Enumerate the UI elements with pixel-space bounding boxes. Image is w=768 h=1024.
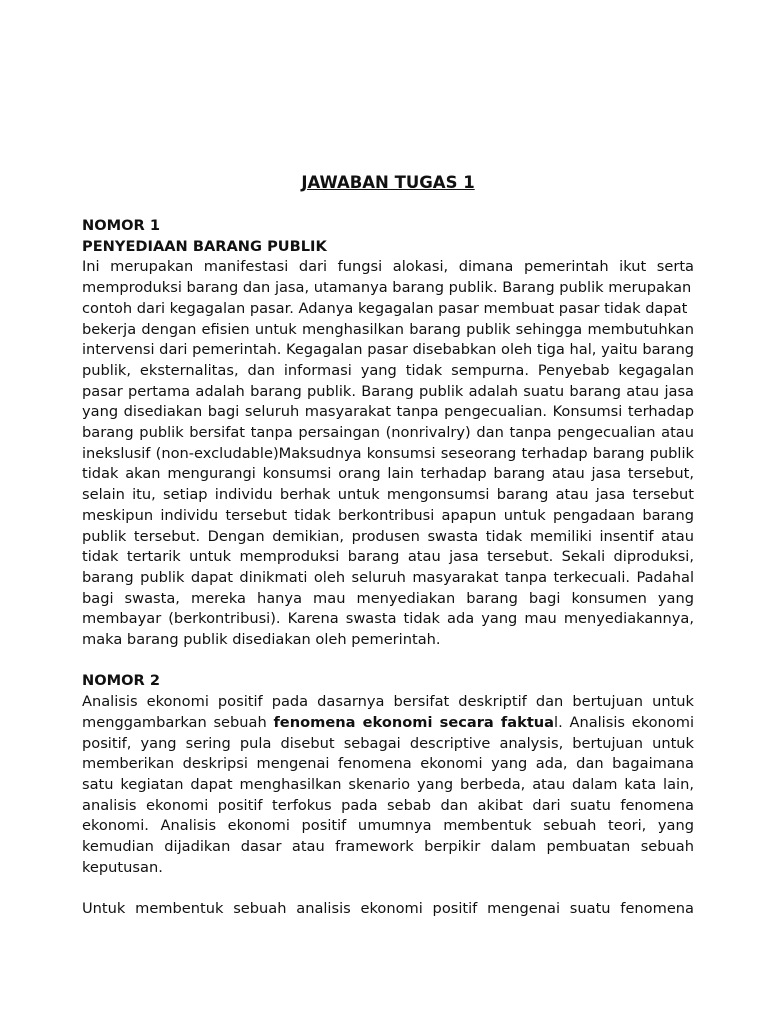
paragraph-spacer bbox=[82, 878, 694, 899]
section-spacer bbox=[82, 651, 694, 672]
section2-p1-text-start: Analisis ekonomi positif pada dasarnya bersifat deskriptif dan bertujuan untuk menggambarkan sebuah bbox=[82, 693, 694, 731]
section2-paragraph-2: Untuk membentuk sebuah analisis ekonomi positif mengenai suatu fenomena bbox=[82, 900, 694, 918]
section2-paragraph-1 bbox=[82, 692, 694, 878]
section2-p1-bold-phrase: fenomena ekonomi secara faktua bbox=[273, 713, 555, 731]
section1-paragraph-part-b: contoh dari kegagalan pasar. Adanya kegagalan pasar membuat pasar tidak dapat bbox=[82, 299, 688, 317]
section2-number-heading: NOMOR 2 bbox=[82, 672, 161, 690]
section2-p1-text-end: l. Analisis ekonomi positif, yang sering pula disebut sebagai descriptive analysis, bertujuan untuk memberikan deskripsi mengenai fenomena ekonomi yang ada, dan bagaimana satu kegiatan dapat menghasilkan skenario yang berbeda, atau dalam kata lain, analisis ekonomi positif terfokus pada sebab dan akibat dari suatu fenomena ekonomi. Analisis ekonomi positif umumnya membentuk sebuah teori, yang kemudian dijadikan dasar atau framework berpikir dalam pembuatan sebuah keputusan. bbox=[82, 713, 695, 876]
section1-topic-heading: PENYEDIAAN BARANG PUBLIK bbox=[82, 237, 327, 255]
document-title: JAWABAN TUGAS 1 bbox=[301, 173, 475, 192]
section1-paragraph-part-a: Ini merupakan manifestasi dari fungsi alokasi, dimana pemerintah ikut serta memproduksi barang dan jasa, utamanya barang publik. Barang publik merupakan bbox=[82, 258, 694, 297]
document-page bbox=[82, 172, 694, 920]
section1-number-heading: NOMOR 1 bbox=[82, 217, 161, 234]
section1-paragraph-part-c: bekerja dengan efisien untuk menghasilkan barang publik sehingga membutuhkan intervensi dari pemerintah. Kegagalan pasar disebabkan oleh tiga hal, yaitu barang publik, eksternalitas, dan informasi yang tidak sempurna. Penyebab kegagalan pasar pertama adalah barang publik. Barang publik adalah suatu barang atau jasa yang disediakan bagi seluruh masyarakat tanpa pengecualian. Konsumsi terhadap barang publik bersifat tanpa persaingan (nonrivalry) dan tanpa pengecualian atau inekslusif (non-excludable)Maksudnya konsumsi seseorang terhadap barang publik tidak akan mengurangi konsumsi orang lain terhadap barang atau jasa tersebut, selain itu, setiap individu berhak untuk mengonsumsi barang atau jasa tersebut meskipun individu tersebut tidak berkontribusi apapun untuk pengadaan barang publik tersebut. Dengan demikian, produsen swasta tidak memiliki insentif atau tidak tertarik untuk memproduksi barang atau jasa tersebut. Sekali diproduksi, barang publik dapat dinikmati oleh seluruh masyarakat tanpa terkecuali. Padahal bagi swasta, mereka hanya mau menyediakan barang bagi konsumen yang membayar (berkontribusi). Karena swasta tidak ada yang mau menyediakannya, maka barang publik disediakan oleh pemerintah. bbox=[82, 320, 694, 649]
